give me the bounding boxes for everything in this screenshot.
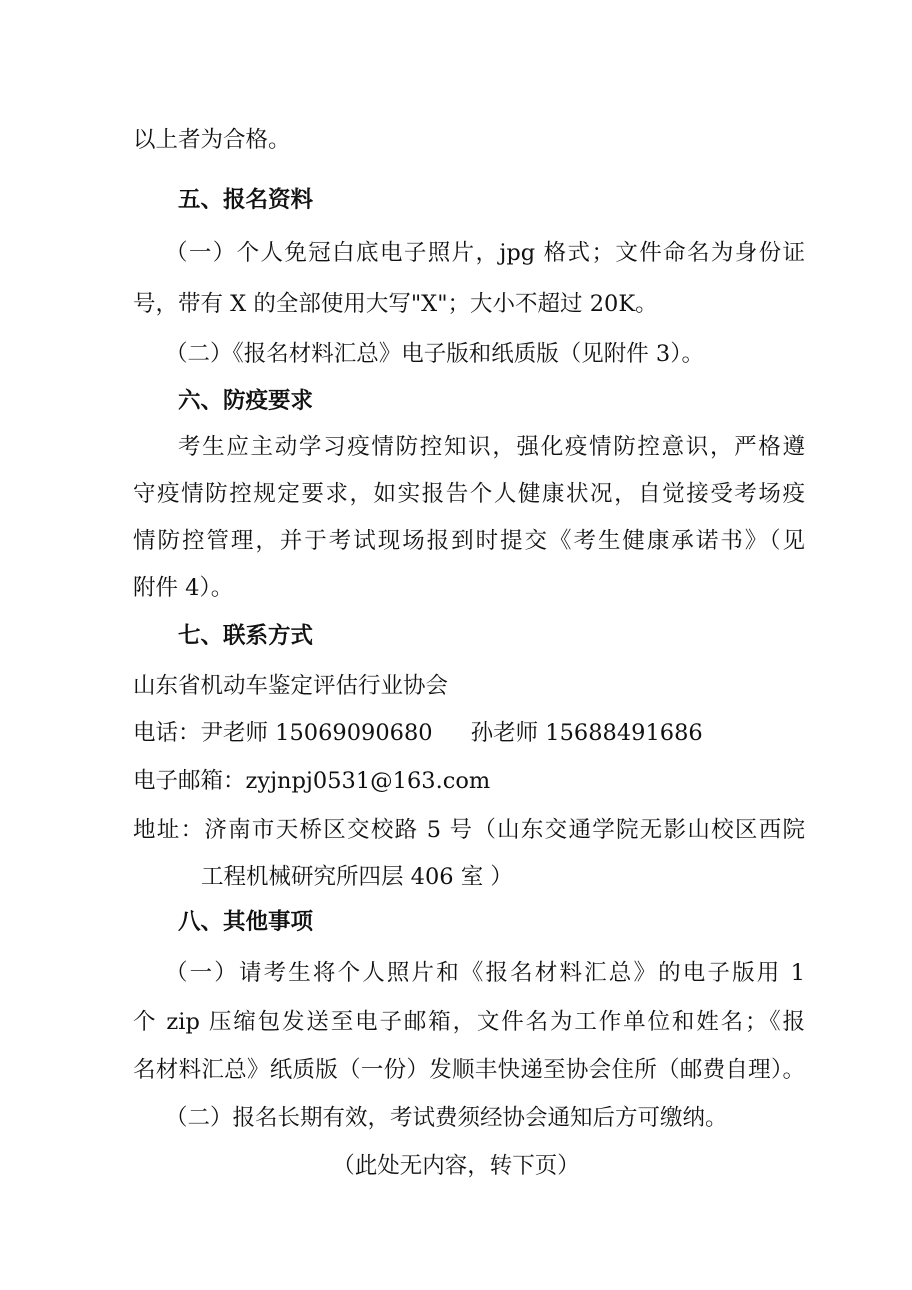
organization-name: 山东省机动车鉴定评估行业协会 [133, 673, 449, 699]
paragraph-line: 守疫情防控规定要求，如实报告个人健康状况，自觉接受考场疫 [133, 481, 805, 507]
section-heading-6: 六、防疫要求 [178, 388, 314, 414]
section-heading-8: 八、其他事项 [178, 909, 314, 935]
paragraph-line: 考生应主动学习疫情防控知识，强化疫情防控意识，严格遵 [178, 434, 805, 460]
paragraph-line: 以上者为合格。 [133, 127, 291, 153]
paragraph-line: （一）请考生将个人照片和《报名材料汇总》的电子版用 1 [165, 960, 805, 986]
paragraph-line: 个 zip 压缩包发送至电子邮箱，文件名为工作单位和姓名；《报 [133, 1009, 805, 1035]
phone-contact-b: 孙老师 15688491686 [470, 720, 703, 746]
paragraph-line: （二）报名长期有效，考试费须经协会通知后方可缴纳。 [165, 1105, 728, 1131]
contact-phone [133, 717, 805, 749]
section-heading-5: 五、报名资料 [178, 187, 314, 213]
continued-note: （此处无内容，转下页） [332, 1153, 580, 1179]
contact-address: 地址：济南市天桥区交校路 5 号（山东交通学院无影山校区西院 [133, 817, 805, 843]
paragraph-line: （一）个人免冠白底电子照片，jpg 格式；文件命名为身份证 [165, 240, 805, 266]
paragraph-line: 名材料汇总》纸质版（一份）发顺丰快递至协会住所（邮费自理）。 [133, 1057, 805, 1083]
paragraph-line: 附件 4）。 [133, 575, 234, 601]
paragraph-line: 情防控管理，并于考试现场报到时提交《考生健康承诺书》（见 [133, 528, 805, 554]
paragraph-line: （二）《报名材料汇总》电子版和纸质版（见附件 3）。 [165, 341, 704, 367]
contact-email: 电子邮箱：zyjnpj0531@163.com [133, 768, 491, 794]
paragraph-line: 号，带有 X 的全部使用大写"X"；大小不超过 20K。 [133, 291, 658, 317]
phone-contact-a: 电话：尹老师 15069090680 [133, 720, 433, 746]
contact-address-cont: 工程机械研究所四层 406 室 ） [201, 864, 513, 890]
section-heading-7: 七、联系方式 [178, 623, 314, 649]
